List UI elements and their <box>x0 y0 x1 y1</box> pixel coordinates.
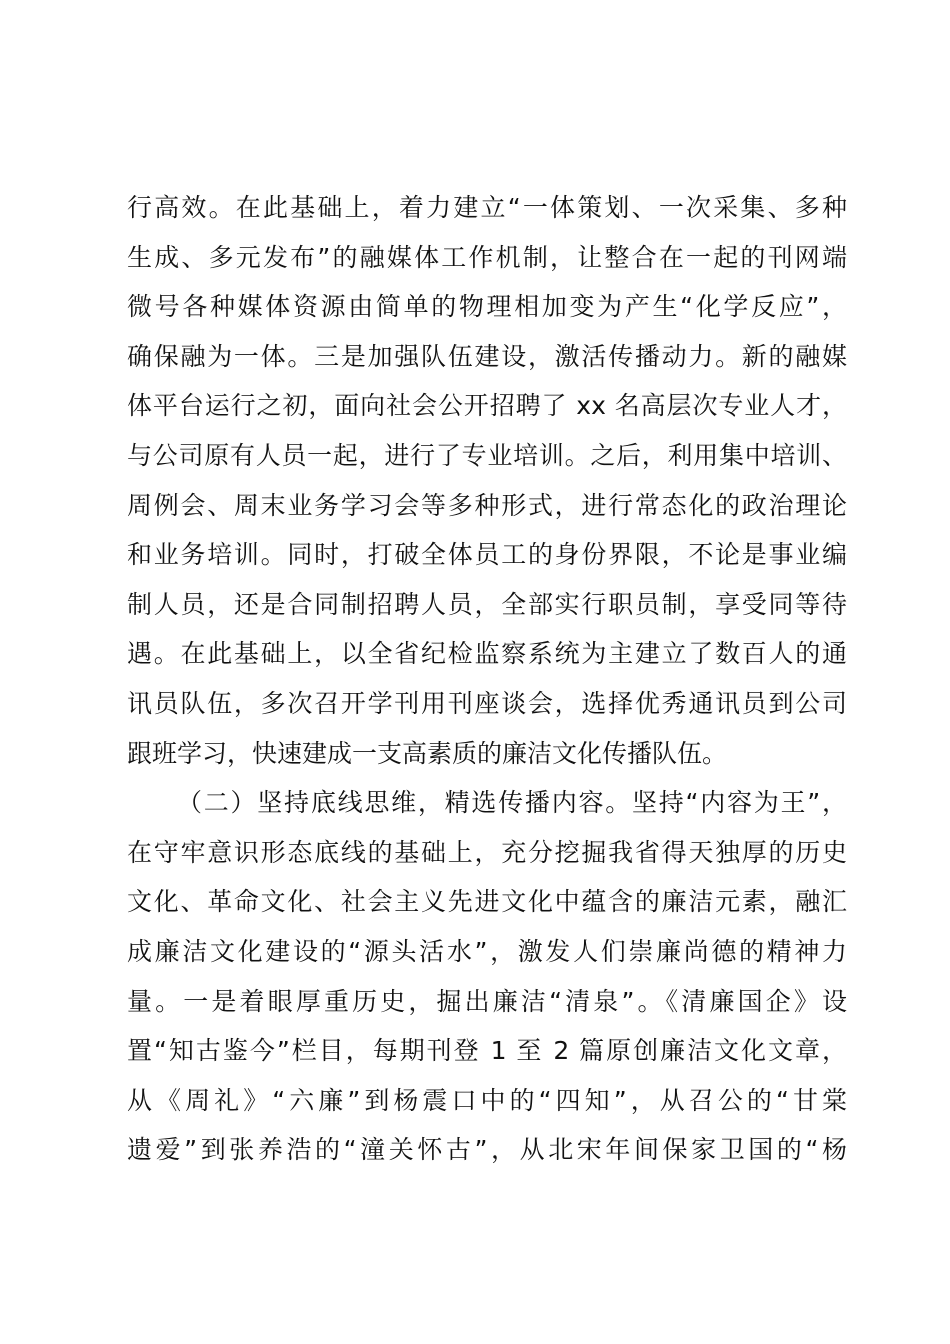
text-line-16: 成廉洁文化建设的“源头活水”，激发人们崇廉尚德的精神力 <box>127 936 847 966</box>
text-line-15: 文化、革命文化、社会主义先进文化中蕴含的廉洁元素，融汇 <box>127 887 847 917</box>
text-line-7: 周例会、周末业务学习会等多种形式，进行常态化的政治理论 <box>127 490 847 520</box>
text-line-20: 遗爱”到张养浩的“潼关怀古”，从北宋年间保家卫国的“杨 <box>127 1135 847 1165</box>
text-line-19: 从《周礼》“六廉”到杨震口中的“四知”，从召公的“甘棠 <box>127 1085 847 1115</box>
body-text <box>127 183 847 1175</box>
text-line-18: 置“知古鉴今”栏目，每期刊登 1 至 2 篇原创廉洁文化文章， <box>127 1036 847 1066</box>
text-line-6: 与公司原有人员一起，进行了专业培训。之后，利用集中培训、 <box>127 440 847 470</box>
text-line-9: 制人员，还是合同制招聘人员，全部实行职员制，享受同等待 <box>127 589 847 619</box>
text-line-14: 在守牢意识形态底线的基础上，充分挖掘我省得天独厚的历史 <box>127 837 847 867</box>
text-line-17: 量。一是着眼厚重历史，掘出廉洁“清泉”。《清廉国企》设 <box>127 986 847 1016</box>
text-line-2: 生成、多元发布”的融媒体工作机制，让整合在一起的刊网端 <box>127 242 847 272</box>
text-line-5: 体平台运行之初，面向社会公开招聘了 xx 名高层次专业人才， <box>127 391 847 421</box>
text-line-1: 行高效。在此基础上，着力建立“一体策划、一次采集、多种 <box>127 193 847 222</box>
text-line-3: 微号各种媒体资源由简单的物理相加变为产生“化学反应”， <box>127 292 847 322</box>
text-line-4: 确保融为一体。三是加强队伍建设，激活传播动力。新的融媒 <box>127 341 847 371</box>
text-line-10: 遇。在此基础上，以全省纪检监察系统为主建立了数百人的通 <box>127 639 847 669</box>
text-line-11: 讯员队伍，多次召开学刊用刊座谈会，选择优秀通讯员到公司 <box>127 688 847 718</box>
text-line-13: （二）坚持底线思维，精选传播内容。坚持“内容为王”， <box>177 788 847 818</box>
text-line-12: 跟班学习，快速建成一支高素质的廉洁文化传播队伍。 <box>127 738 728 768</box>
text-line-8: 和业务培训。同时，打破全体员工的身份界限，不论是事业编 <box>127 540 847 570</box>
